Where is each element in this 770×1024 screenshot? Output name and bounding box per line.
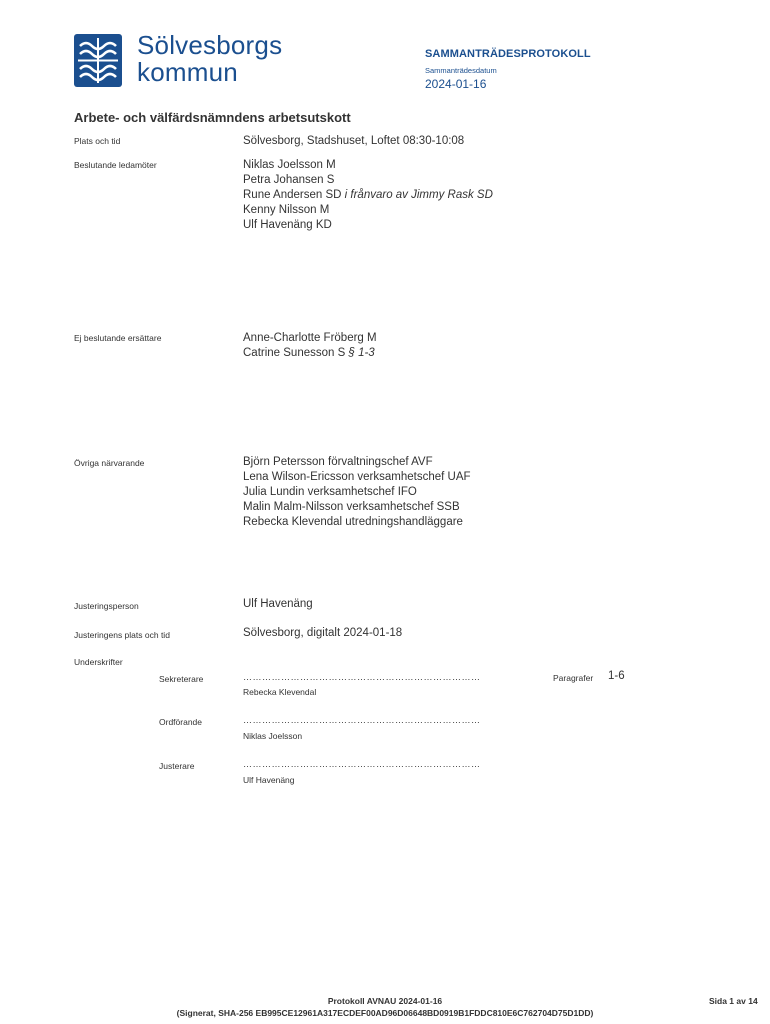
footer-signature-hash: (Signerat, SHA-256 EB995CE12961A317ECDEF00AD96D06648BD0919B1FDDC810E6C762704D75D1DD) <box>176 1008 594 1018</box>
signature-line: ………………………………………………………………… <box>243 759 481 769</box>
sekreterare-label: Sekreterare <box>159 674 204 684</box>
plats-value: Sölvesborg, Stadshuset, Loftet 08:30-10:08 <box>243 135 465 147</box>
ordforande-name: Niklas Joelsson <box>243 731 303 741</box>
signature-line: ………………………………………………………………… <box>243 672 481 682</box>
justerare-name: Ulf Havenäng <box>243 775 295 785</box>
ovriga-list <box>243 455 471 530</box>
logo-line-1: Sölvesborgs <box>137 30 283 60</box>
justeringens-label: Justeringens plats och tid <box>74 630 170 640</box>
meeting-date-value: 2024-01-16 <box>425 77 487 91</box>
ordforande-label: Ordförande <box>159 717 202 727</box>
beslutande-list <box>243 158 493 233</box>
page-number: Sida 1 av 14 <box>709 996 758 1006</box>
attendee-row: Lena Wilson-Ericsson verksamhetschef UAF <box>243 471 471 483</box>
member-row: Kenny Nilsson M <box>243 204 330 216</box>
plats-label: Plats och tid <box>74 136 121 146</box>
ersattare-list <box>243 331 377 361</box>
member-row: Petra Johansen S <box>243 174 335 186</box>
member-row: Catrine Sunesson S § 1-3 <box>243 347 375 359</box>
attendee-row: Julia Lundin verksamhetschef IFO <box>243 486 417 498</box>
member-row: Anne-Charlotte Fröberg M <box>243 332 377 344</box>
underskrifter-label: Underskrifter <box>74 657 123 667</box>
justerare-label: Justerare <box>159 761 195 771</box>
footer-protocol: Protokoll AVNAU 2024-01-16 <box>327 996 443 1006</box>
ersattare-label: Ej beslutande ersättare <box>74 333 162 343</box>
ovriga-label: Övriga närvarande <box>74 458 145 468</box>
justeringens-value: Sölvesborg, digitalt 2024-01-18 <box>243 627 403 639</box>
document-type: SAMMANTRÄDESPROTOKOLL <box>425 48 591 60</box>
committee-title: Arbete- och välfärdsnämndens arbetsutskott <box>74 110 351 125</box>
sekreterare-name: Rebecka Klevendal <box>243 687 317 697</box>
logo-line-2: kommun <box>137 57 238 87</box>
signature-line: ………………………………………………………………… <box>243 715 481 725</box>
member-row: Niklas Joelsson M <box>243 159 336 171</box>
member-row: Rune Andersen SD i frånvaro av Jimmy Rask SD <box>243 189 493 201</box>
attendee-row: Rebecka Klevendal utredningshandläggare <box>243 516 463 528</box>
kommun-logo-text <box>137 32 282 86</box>
paragrafer-label: Paragrafer <box>553 673 594 683</box>
member-row: Ulf Havenäng KD <box>243 219 332 231</box>
member-note: § 1-3 <box>348 347 375 359</box>
attendee-row: Malin Malm-Nilsson verksamhetschef SSB <box>243 501 460 513</box>
kommun-logo-mark <box>74 34 122 87</box>
justeringsperson-label: Justeringsperson <box>74 601 139 611</box>
attendee-row: Björn Petersson förvaltningschef AVF <box>243 456 433 468</box>
beslutande-label: Beslutande ledamöter <box>74 160 157 170</box>
member-note: i frånvaro av Jimmy Rask SD <box>344 189 493 201</box>
meeting-date-label: Sammanträdesdatum <box>425 66 497 75</box>
justeringsperson-value: Ulf Havenäng <box>243 598 313 610</box>
paragrafer-value: 1-6 <box>608 670 625 682</box>
